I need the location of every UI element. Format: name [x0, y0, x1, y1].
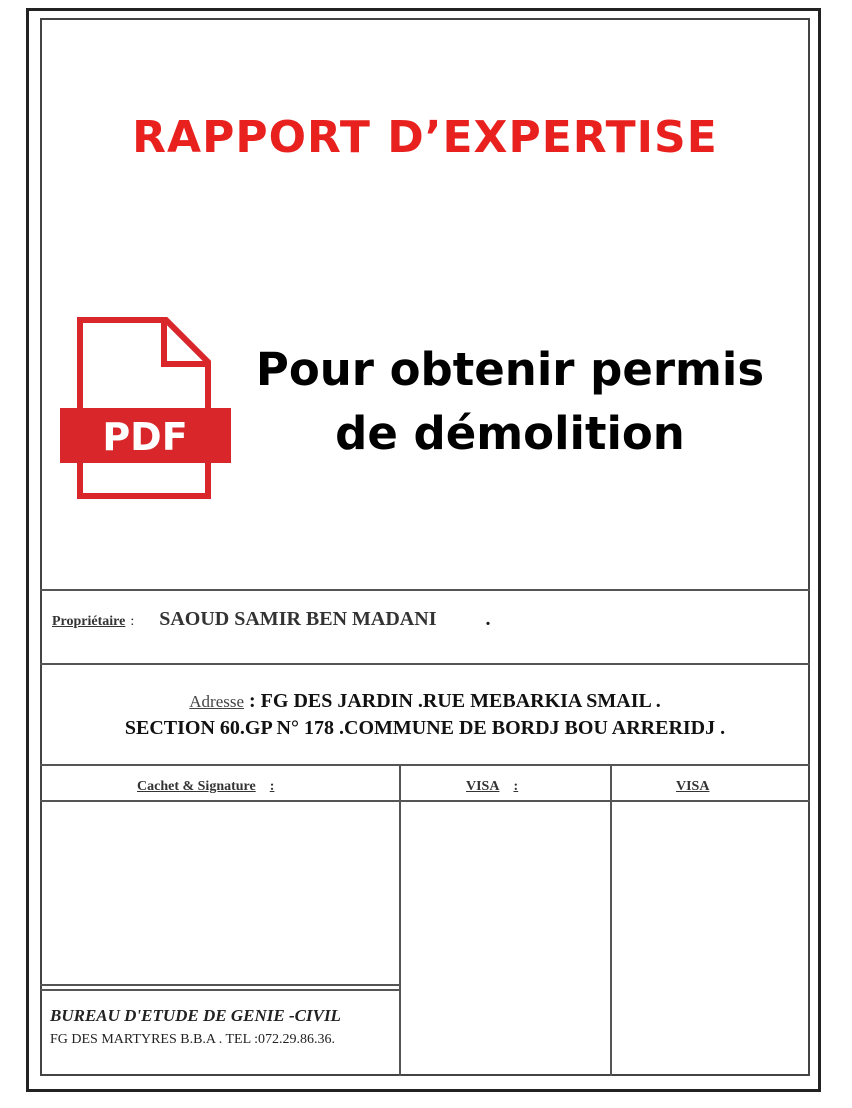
table-column-divider	[610, 764, 612, 1076]
bureau-name: BUREAU D'ETUDE DE GENIE -CIVIL	[50, 1006, 341, 1025]
pdf-icon-label: PDF	[102, 415, 188, 459]
subtitle-line-1: Pour obtenir permis	[255, 343, 765, 396]
owner-row	[52, 608, 490, 631]
column-header-visa-1: VISA :	[466, 779, 519, 794]
table-column-divider	[399, 764, 401, 1076]
address-block	[40, 688, 810, 741]
owner-label: Propriétaire	[52, 614, 126, 629]
owner-trailing: .	[485, 608, 491, 630]
table-header-border	[40, 800, 810, 802]
address-line-1: : FG DES JARDIN .RUE MEBARKIA SMAIL .	[249, 690, 661, 712]
report-title: RAPPORT D’EXPERTISE	[132, 112, 718, 163]
divider	[40, 663, 810, 665]
subtitle-line-2: de démolition	[335, 407, 685, 460]
divider	[40, 589, 810, 591]
address-label: Adresse	[189, 692, 245, 711]
owner-separator: :	[130, 614, 135, 629]
table-top-border	[40, 764, 810, 766]
pdf-file-icon	[58, 316, 233, 500]
report-subtitle	[240, 338, 780, 466]
address-line-2: SECTION 60.GP N° 178 .COMMUNE DE BORDJ BOU ARRERIDJ .	[124, 717, 726, 739]
bureau-address: FG DES MARTYRES B.B.A . TEL :072.29.86.36.	[50, 1032, 336, 1047]
column-header-cachet: Cachet & Signature :	[137, 779, 275, 794]
column-header-visa-2: VISA	[676, 779, 710, 794]
owner-name: SAOUD SAMIR BEN MADANI	[159, 608, 437, 630]
page-inner-border	[40, 18, 810, 1076]
stamp-box-border	[40, 989, 399, 991]
stamp-box-border	[40, 984, 399, 986]
